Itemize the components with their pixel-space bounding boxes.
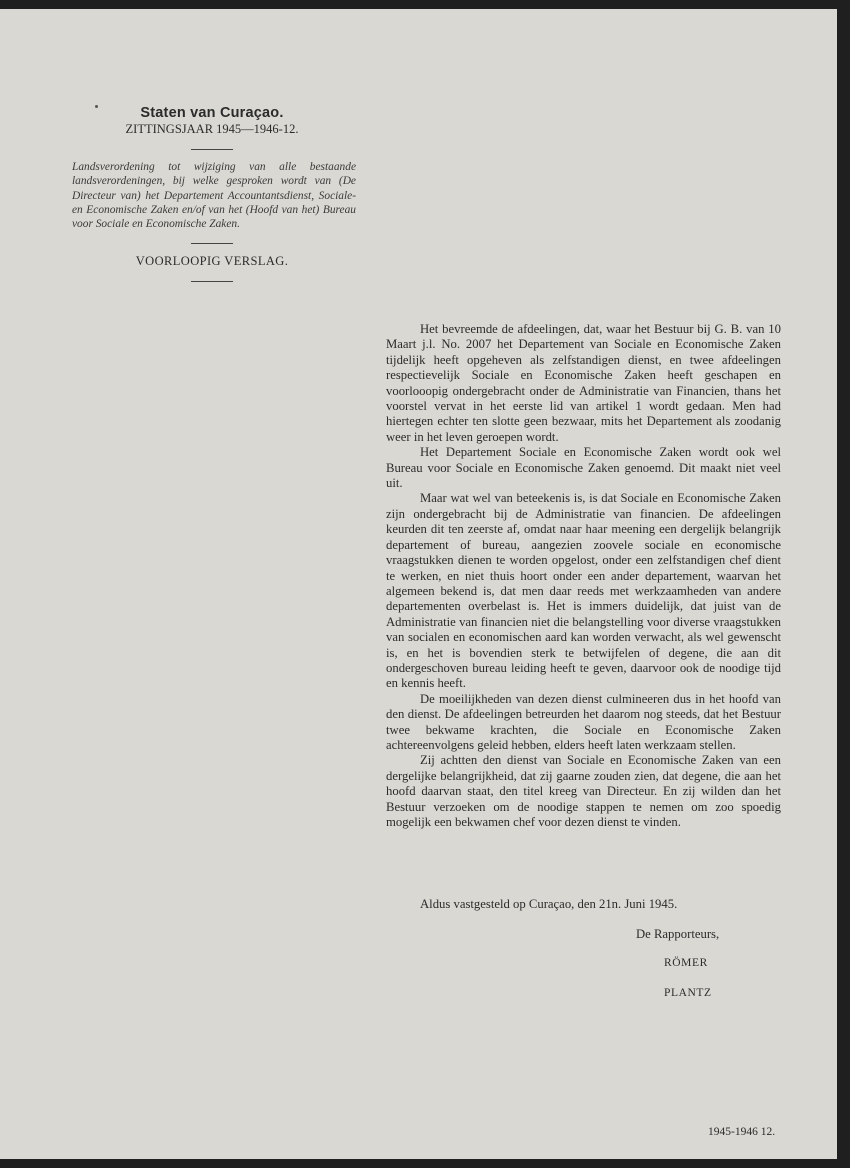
body-paragraph: Zij achtten den dienst van Sociale en Economische Zaken van een dergelijke belangrijkheid, dat zij gaarne zouden zien, dat degene, die aan het hoofd daarvan staat, den titel kreeg van Directeur. En zij wilden dan het Bestuur verzoeken om de noodige stappen te nemen om zoo spoedig mogelijk een bekwamen chef voor dezen dienst te vinden. — [386, 753, 781, 829]
session-year: ZITTINGSJAAR 1945—1946-12. — [125, 122, 299, 136]
report-title: VOORLOOPIG VERSLAG. — [135, 254, 289, 269]
body-paragraph: De moeilijkheden van dezen dienst culmineeren dus in het hoofd van den dienst. De afdeelingen betreurden het daarom nog steeds, dat het Bestuur twee bekwame krachten, die Sociale en Economische Zaken achtereenvolgens geleid hebben, elders heeft laten werkzaam stellen. — [386, 691, 781, 752]
document-title: Staten van Curaçao. — [140, 105, 284, 121]
ordinance-subject: Landsverordening tot wijziging van alle bestaande landsverordeningen, bij welke gesproken wordt van (De Directeur van) het Departement Accountantsdienst, Sociale- en Economische Zaken en/of van het (Hoofd van het) Bureau voor Sociale en Economische Zaken. — [72, 161, 356, 231]
closing-block — [386, 897, 781, 999]
rapporteurs-label: De Rapporteurs, — [636, 927, 720, 941]
body-paragraph: Het bevreemde de afdeelingen, dat, waar het Bestuur bij G. B. van 10 Maart j.l. No. 2007 het Departement van Sociale en Economische Zaken tijdelijk heeft opgeheven als zelfstandigen dienst, en twee afdeelingen respectievelijk Sociale en Economische Zaken heeft geschapen en voorlooopig ondergebracht onder de Administratie van Financien, thans het voorstel vervat in het eerste lid van artikel 1 wordt gedaan. Men had hiertegen echter ten slotte geen bezwaar, mits het Departement als zoodanig weer in het leven geroepen wordt. — [386, 322, 781, 444]
divider — [191, 149, 233, 150]
page-reference: 1945-1946 12. — [708, 1126, 776, 1138]
divider — [191, 243, 233, 244]
body-paragraph: Het Departement Sociale en Economische Zaken wordt ook wel Bureau voor Sociale en Economische Zaken genoemd. Dit maakt niet veel uit. — [386, 445, 781, 491]
date-line: Aldus vastgesteld op Curaçao, den 21n. Juni 1945. — [420, 897, 678, 911]
body-paragraph: Maar wat wel van beteekenis is, is dat Sociale en Economische Zaken zijn ondergebracht bij de Administratie van financien. De afdeelingen keurden dit ten zeerste af, omdat naar haar meening een dergelijk belangrijk departement of bureau, aangezien zoovele sociale en economische vraagstukken dienen te worden opgelost, onder een zelfstandigen chef dient te werken, en niet thuis hoort onder een ander departement, waarvan het algemeen bekend is, dat men daar reeds met werkzaamheden van andere departementen overbelast is. Het is immers duidelijk, dat juist van de Administratie van financien niet die belangstelling voor diverse vraagstukken van socialen en economischen aard kan worden verwacht, als wel gewenscht is, en het is bovendien sterk te betwijfelen of degene, die aan dit ondergeschoven bureau leiding heeft te geven, daarvoor ook de noodige tijd en kennis heeft. — [386, 491, 781, 691]
document-header — [62, 105, 362, 292]
divider — [191, 281, 233, 282]
rapporteur-name: RÖMER — [664, 957, 708, 969]
document-page — [0, 9, 837, 1159]
report-body — [386, 322, 781, 830]
rapporteur-name: PLANTZ — [664, 987, 712, 999]
